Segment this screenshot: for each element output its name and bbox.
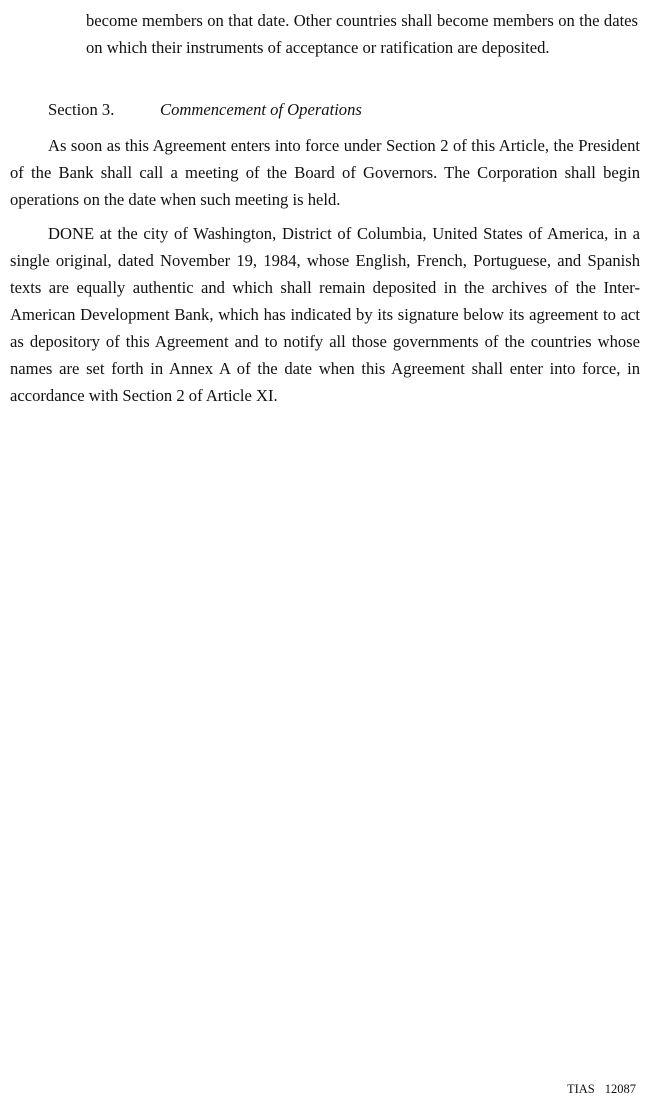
body-paragraph-commencement: As soon as this Agreement enters into force under Section 2 of this Article, the President of the Bank shall call a meeting of the Board of Governors. The Corporation shall begin operations on the date when such meeting is held. [10, 136, 640, 209]
section-title: Commencement of Operations [160, 100, 362, 119]
footer-series-number: 12087 [604, 1082, 636, 1096]
body-paragraph-done-at: DONE at the city of Washington, District of Columbia, United States of America, in a single original, dated November 19, 1984, whose English, French, Portuguese, and Spanish texts are equally authentic and which shall remain deposited in the archives of the Inter-American Development Bank, which has indicated by its signature below its agreement to act as depository of this Agreement and to notify all those governments of the countries whose names are set forth in Annex A of the date when this Agreement shall enter into force, in accordance with Section 2 of Article XI. [10, 224, 640, 405]
footer-series-label: TIAS [566, 1082, 595, 1096]
section-heading [48, 96, 362, 123]
continuation-paragraph: become members on that date. Other countries shall become members on the dates on which their instruments of acceptance or ratification are deposited. [86, 11, 638, 57]
page-footer [567, 1081, 636, 1097]
section-number: Section 3. [48, 100, 115, 119]
